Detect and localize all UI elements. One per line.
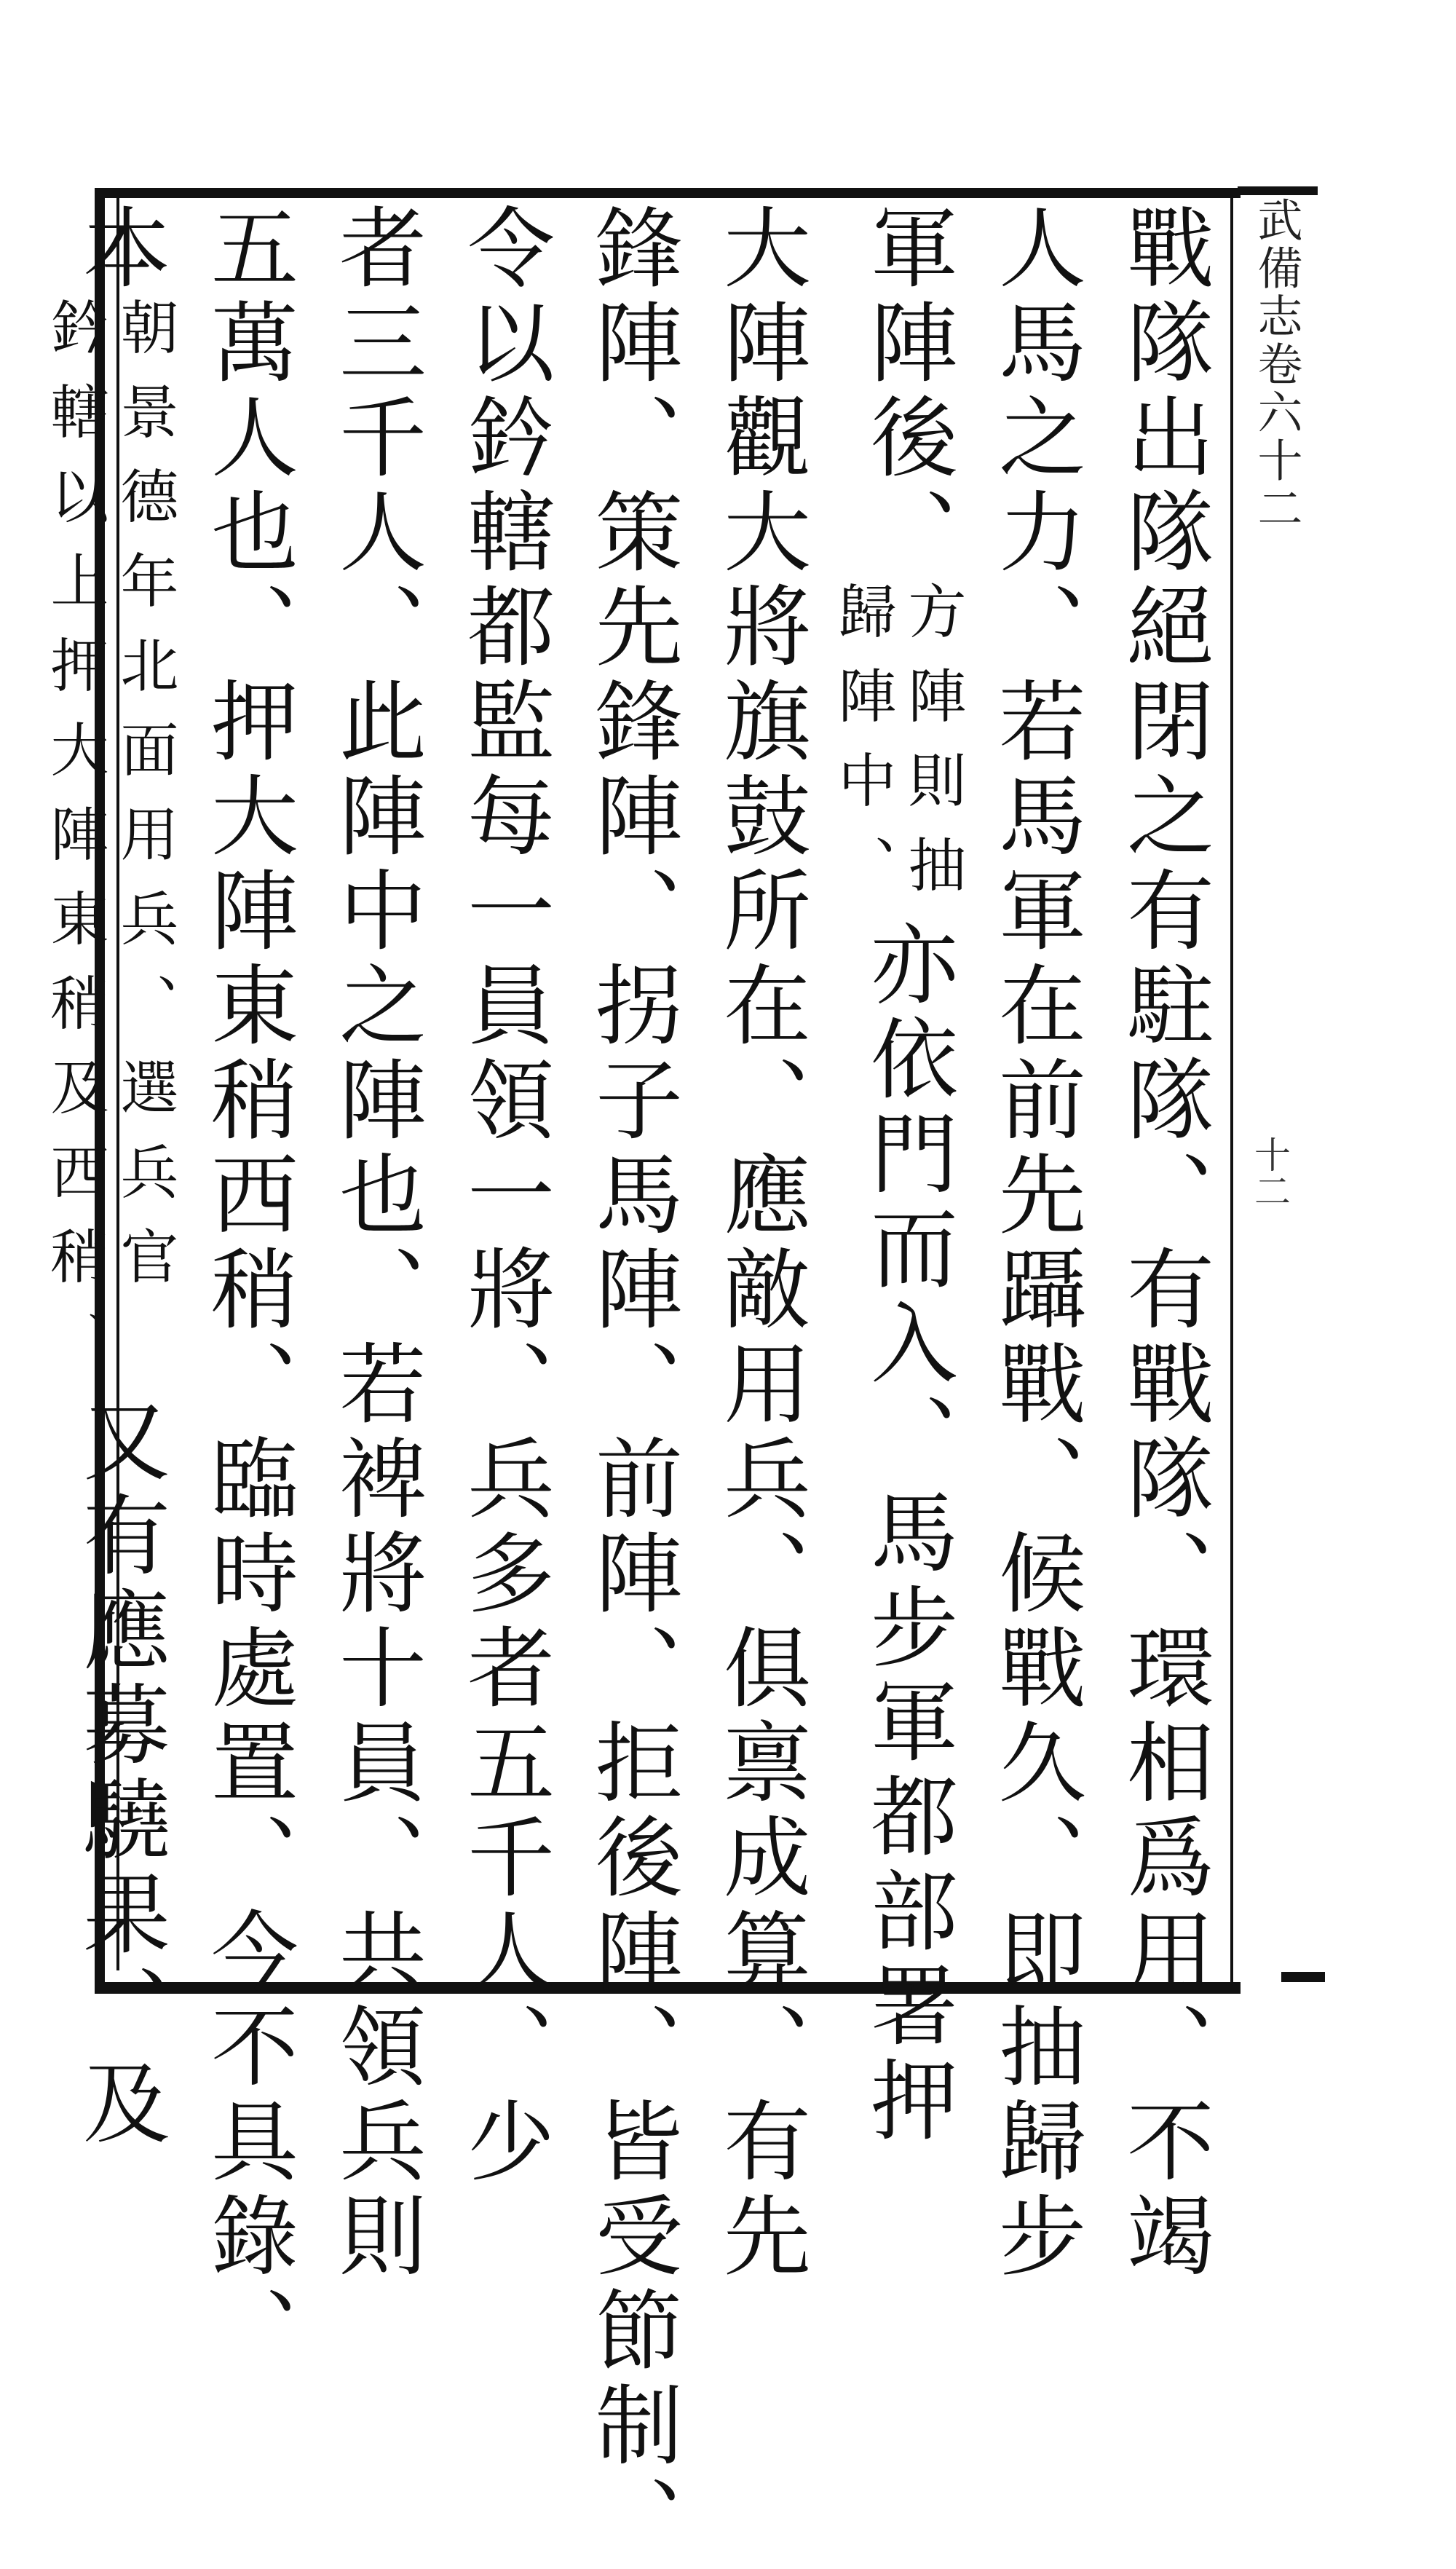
margin-header: 武備志卷六十二 xyxy=(1250,197,1303,533)
annotation-right: 朝景德年北面用兵、選兵官 xyxy=(111,297,178,1311)
text-column-8: 五萬人也、押大陣東稍西稍、臨時處置、今不具錄、 xyxy=(197,202,298,2380)
text-column-9 xyxy=(39,202,179,2152)
fishtail-mark-top xyxy=(1238,186,1318,195)
column-3-annotation xyxy=(827,581,967,919)
text-column-1: 戰隊出隊絕閉之有駐隊、有戰隊、環相爲用、不竭 xyxy=(1112,202,1214,2285)
column-3-main-end: 亦依門而入、馬步軍都部署押 xyxy=(856,919,957,2150)
column-9-annotation xyxy=(39,297,179,1395)
text-column-4: 大陣觀大將旗鼓所在、應敵用兵、俱禀成算、有先 xyxy=(709,202,810,2285)
text-column-6: 令以鈐轄都監每一員領一將、兵多者五千人、少 xyxy=(453,202,554,2190)
annotation-left: 歸陣中、 xyxy=(828,581,896,919)
fishtail-mark-bottom xyxy=(1281,1972,1325,1982)
text-column-5: 鋒陣、策先鋒陣、拐子馬陣、前陣、拒後陣、皆受節制、 xyxy=(581,202,682,2569)
text-column-3 xyxy=(827,202,967,2150)
text-block-rule xyxy=(1230,188,1233,1982)
column-3-main-start: 軍陣後、 xyxy=(856,202,957,581)
text-column-7: 者三千人、此陣中之陣也、若裨將十員、共領兵則 xyxy=(325,202,426,2285)
text-column-2: 人馬之力、若馬軍在前先躡戰、候戰久、即抽歸步 xyxy=(984,202,1085,2285)
column-9-main-end: 又有應募驍果、及 xyxy=(68,1395,170,2152)
page-text xyxy=(41,202,1223,2569)
margin-mark: 十二 xyxy=(1249,1136,1291,1209)
annotation-left: 鈐轄以上押大陣東稍及西稍、 xyxy=(41,297,108,1395)
annotation-right: 方陣則抽 xyxy=(898,581,966,919)
column-9-main-start: 本 xyxy=(68,202,170,297)
